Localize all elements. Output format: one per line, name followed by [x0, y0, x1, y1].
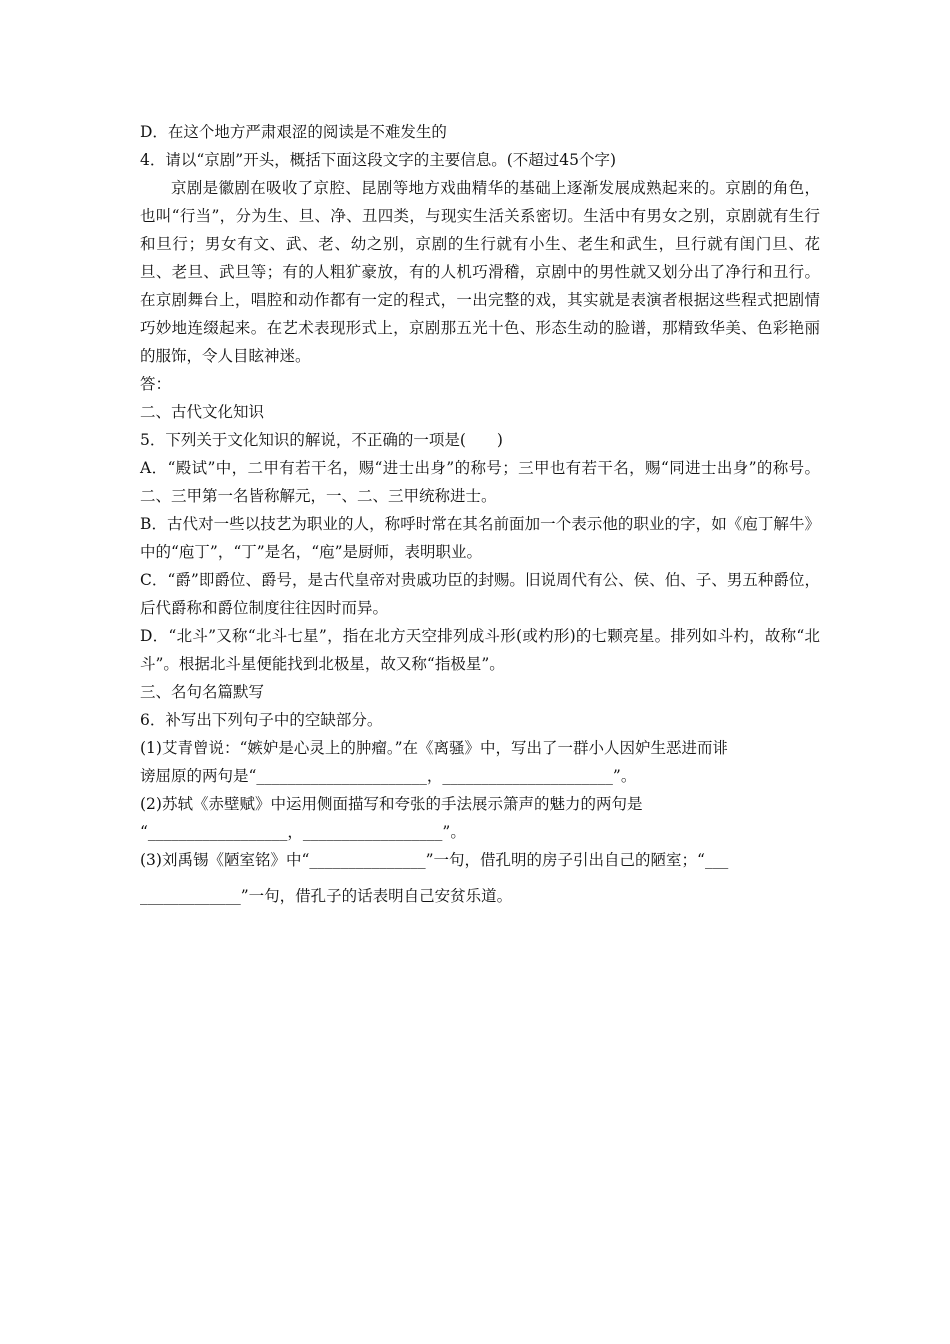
line-gap	[140, 874, 820, 882]
q6-item3-line2: _____________”一句，借孔子的话表明自己安贫乐道。	[140, 887, 513, 905]
q4-answer-label: 答：	[140, 375, 172, 393]
q5-option-d: D．“北斗”又称“北斗七星”，指在北方天空排列成斗形(或杓形)的七颗亮星。排列如斗杓，故称“北斗”。根据北斗星便能找到北极星，故又称“指极星”。	[140, 627, 820, 673]
q4-prompt: 4．请以“京剧”开头，概括下面这段文字的主要信息。(不超过45个字)	[140, 151, 617, 169]
q6-item1-line1: (1)艾青曾说：“嫉妒是心灵上的肿瘤。”在《离骚》中，写出了一群小人因妒生恶进而诽	[140, 739, 729, 757]
q6-item2-line1: (2)苏轼《赤壁赋》中运用侧面描写和夸张的手法展示箫声的魅力的两句是	[140, 795, 643, 813]
q6-prompt: 6．补写出下列句子中的空缺部分。	[140, 711, 383, 729]
q6-item2-line2: “__________________，__________________”。	[140, 823, 466, 841]
q5-prompt: 5．下列关于文化知识的解说，不正确的一项是( )	[140, 431, 503, 449]
q5-option-c: C．“爵”即爵位、爵号，是古代皇帝对贵戚功臣的封赐。旧说周代有公、侯、伯、子、男五种爵位，后代爵称和爵位制度往往因时而异。	[140, 571, 820, 617]
q6-item3-line1: (3)刘禹锡《陋室铭》中“_______________”一句，借孔明的房子引出自己的陋室；“___	[140, 851, 729, 869]
q5-option-b: B．古代对一些以技艺为职业的人，称呼时常在其名前面加一个表示他的职业的字，如《庖丁解牛》中的“庖丁”，“丁”是名，“庖”是厨师，表明职业。	[140, 515, 820, 561]
q4-passage: 京剧是徽剧在吸收了京腔、昆剧等地方戏曲精华的基础上逐渐发展成熟起来的。京剧的角色，也叫“行当”，分为生、旦、净、丑四类，与现实生活关系密切。生活中有男女之别，京剧就有生行和旦行；男女有文、武、老、幼之别，京剧的生行就有小生、老生和武生，旦行就有闺门旦、花旦、老旦、武旦等；有的人粗犷豪放，有的人机巧滑稽，京剧中的男性就又划分出了净行和丑行。在京剧舞台上，唱腔和动作都有一定的程式，一出完整的戏，其实就是表演者根据这些程式把剧情巧妙地连缀起来。在艺术表现形式上，京剧那五光十色、形态生动的脸谱，那精致华美、色彩艳丽的服饰，令人目眩神迷。	[140, 179, 820, 365]
section-heading-culture: 二、古代文化知识	[140, 403, 265, 421]
section-heading-recitation: 三、名句名篇默写	[140, 683, 265, 701]
q3-option-d: D．在这个地方严肃艰涩的阅读是不难发生的	[140, 123, 447, 141]
q6-item1-line2: 谤屈原的两句是“______________________，______________________”。	[140, 767, 637, 785]
q5-option-a: A．“殿试”中，二甲有若干名，赐“进士出身”的称号；三甲也有若干名，赐“同进士出身”的称号。二、三甲第一名皆称解元，一、二、三甲统称进士。	[140, 459, 820, 505]
document-content	[140, 118, 820, 910]
